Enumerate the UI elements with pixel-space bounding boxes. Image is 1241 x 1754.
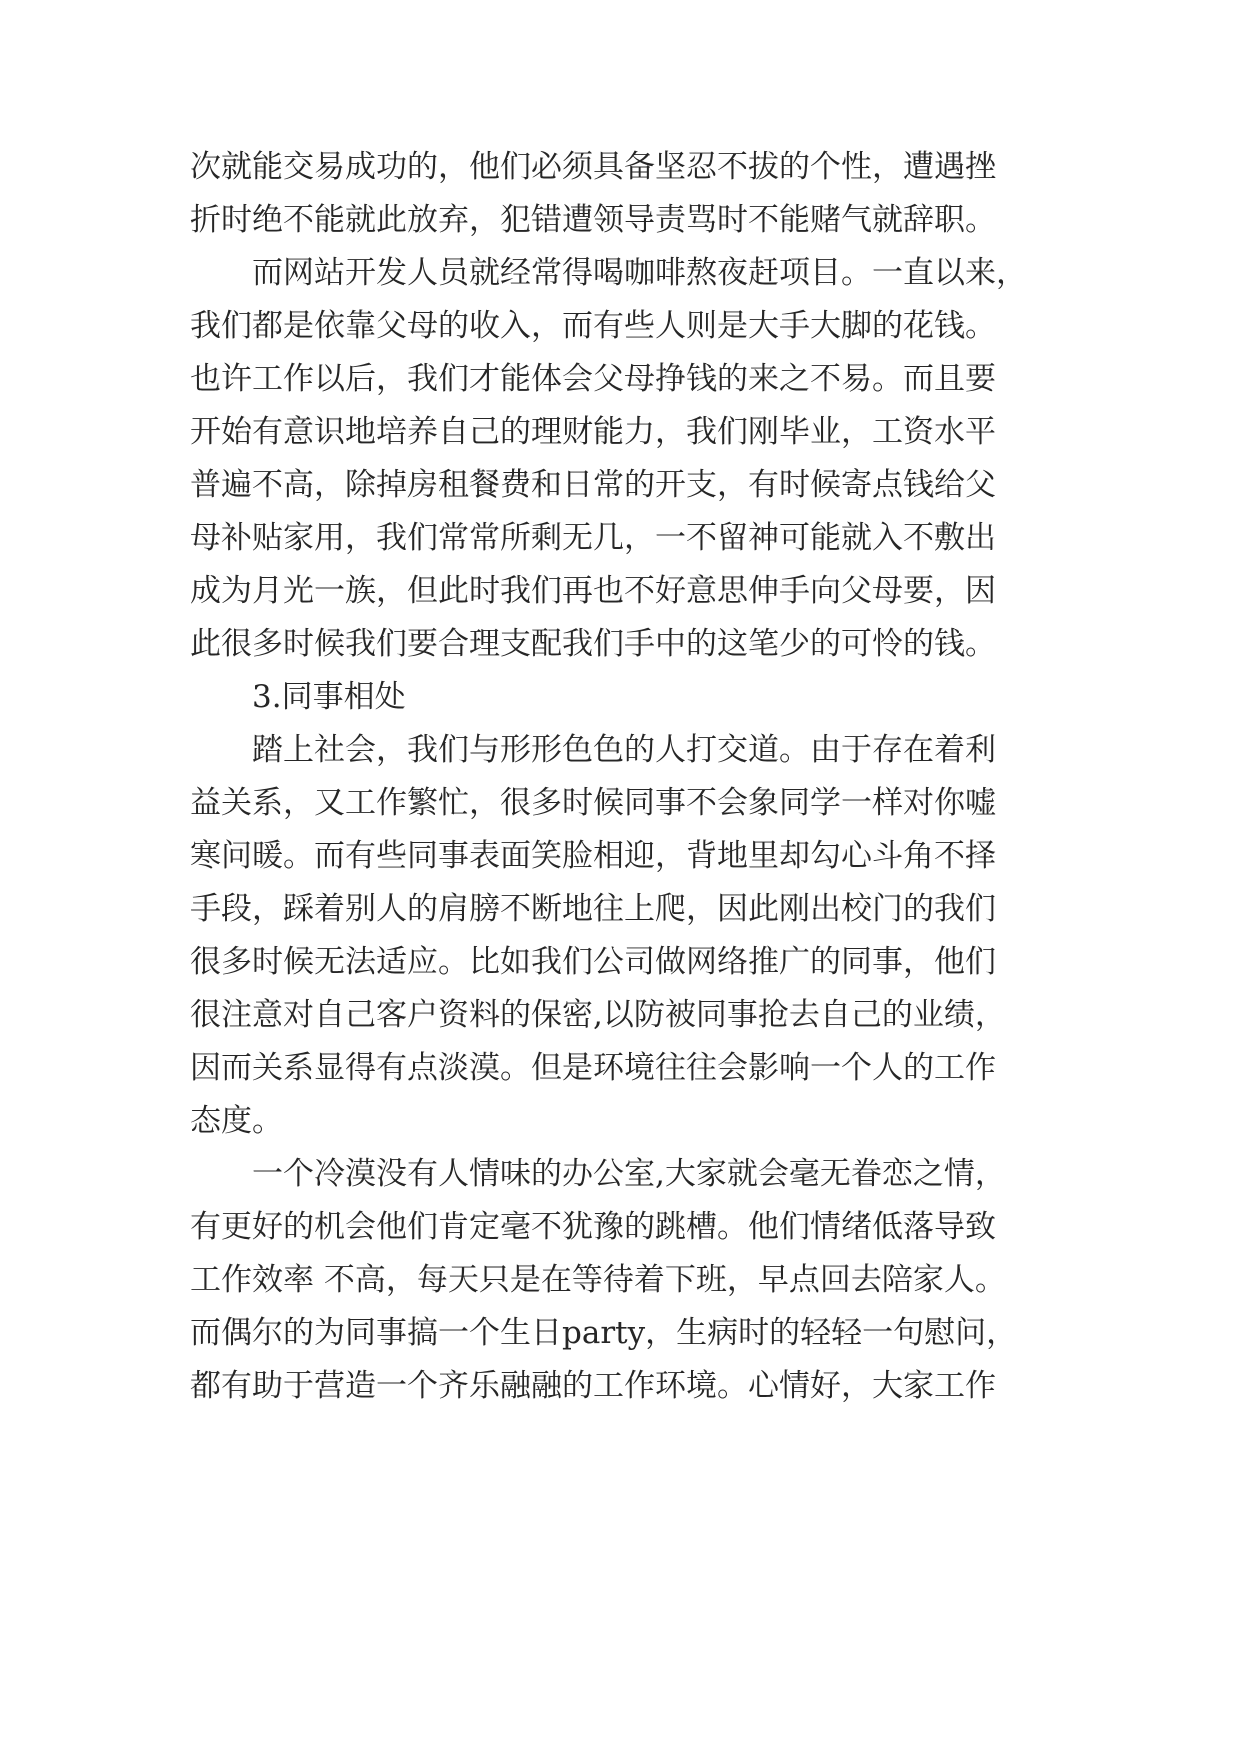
section-heading: 3.同事相处	[252, 679, 406, 715]
text-line: 开始有意识地培养自己的理财能力，我们刚毕业，工资水平	[190, 414, 996, 450]
text-line: 手段，踩着别人的肩膀不断地往上爬，因此刚出校门的我们	[190, 891, 996, 927]
text-line: 折时绝不能就此放弃，犯错遭领导责骂时不能赌气就辞职。	[190, 202, 996, 238]
text-line: 此很多时候我们要合理支配我们手中的这笔少的可怜的钱。	[190, 626, 996, 662]
text-line: 母补贴家用，我们常常所剩无几，一不留神可能就入不敷出	[190, 520, 996, 556]
text-line: 都有助于营造一个齐乐融融的工作环境。心情好，大家工作	[190, 1368, 996, 1404]
text-line: 态度。	[190, 1103, 283, 1139]
text-line: 一个冷漠没有人情味的办公室,大家就会毫无眷恋之情，	[252, 1156, 1006, 1192]
text-line: 踏上社会，我们与形形色色的人打交道。由于存在着利	[252, 732, 996, 768]
text-line: 寒问暖。而有些同事表面笑脸相迎，背地里却勾心斗角不择	[190, 838, 996, 874]
text-line: 次就能交易成功的，他们必须具备坚忍不拔的个性，遭遇挫	[190, 149, 996, 185]
text-line: 而偶尔的为同事搞一个生日party，生病时的轻轻一句慰问，	[190, 1315, 1018, 1351]
text-line: 益关系，又工作繁忙，很多时候同事不会象同学一样对你嘘	[190, 785, 996, 821]
text-line: 很注意对自己客户资料的保密,以防被同事抢去自己的业绩，	[190, 997, 1006, 1033]
text-line: 普遍不高，除掉房租餐费和日常的开支，有时候寄点钱给父	[190, 467, 996, 503]
text-line: 我们都是依靠父母的收入，而有些人则是大手大脚的花钱。	[190, 308, 996, 344]
text-line: 因而关系显得有点淡漠。但是环境往往会影响一个人的工作	[190, 1050, 996, 1086]
text-line: 也许工作以后，我们才能体会父母挣钱的来之不易。而且要	[190, 361, 996, 397]
text-line: 有更好的机会他们肯定毫不犹豫的跳槽。他们情绪低落导致	[190, 1209, 996, 1245]
text-line: 很多时候无法适应。比如我们公司做网络推广的同事，他们	[190, 944, 996, 980]
text-line: 而网站开发人员就经常得喝咖啡熬夜赶项目。一直以来，	[252, 255, 1027, 291]
text-line: 成为月光一族，但此时我们再也不好意思伸手向父母要，因	[190, 573, 996, 609]
text-line: 工作效率 不高，每天只是在等待着下班，早点回去陪家人。	[190, 1262, 1006, 1298]
